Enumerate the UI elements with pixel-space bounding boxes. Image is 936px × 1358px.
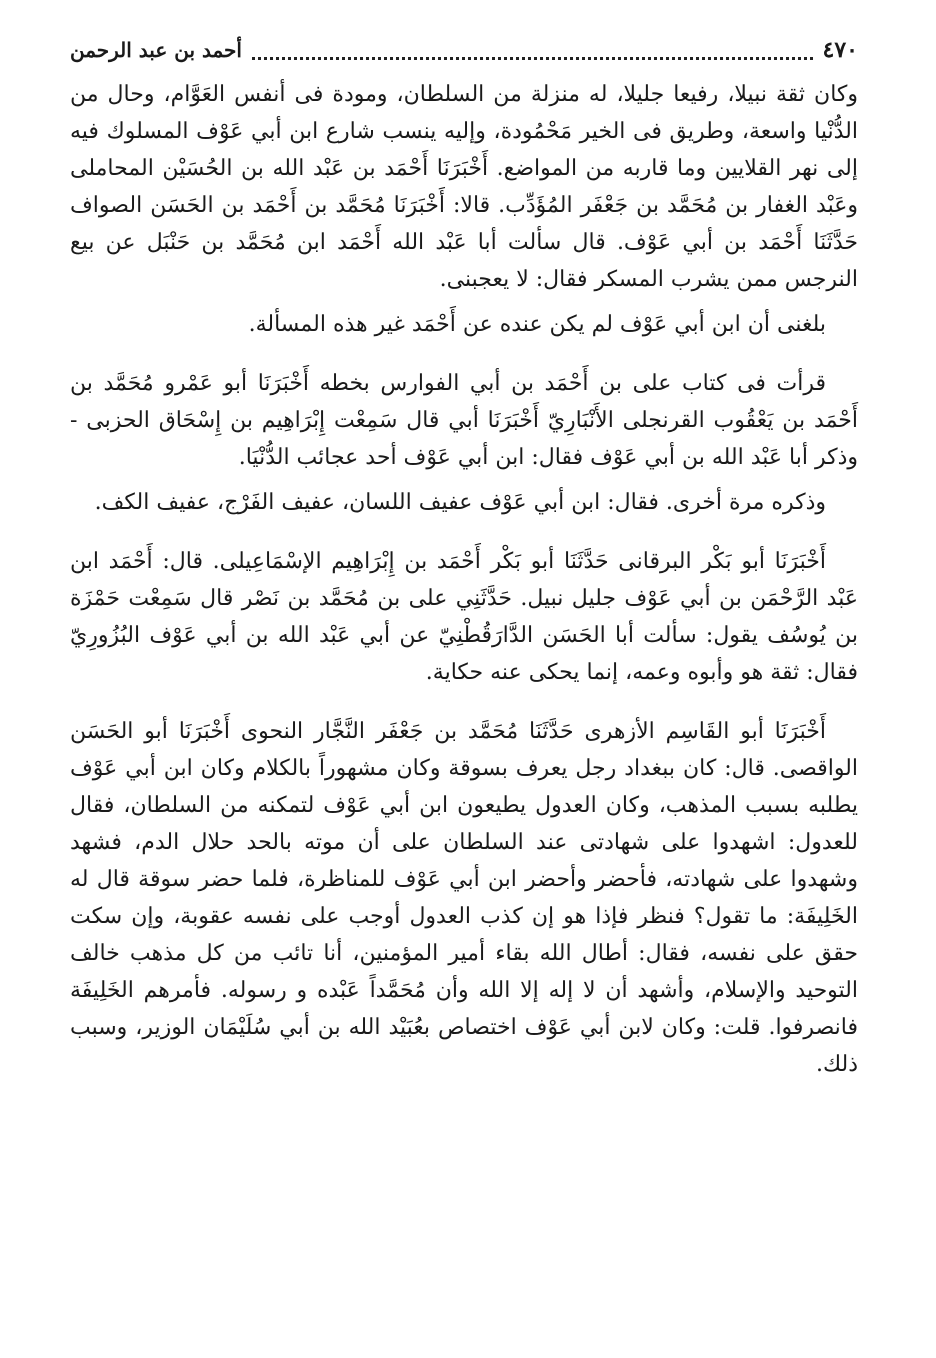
paragraph-6: أَخْبَرَنَا أبو القَاسِم الأزهرى حَدَّثَنَا مُحَمَّد بن جَعْفَر النَّجَّار النحوى أَخْبَرَنَا أبو الحَسَن الواقصى. قال: كان ببغداد رجل يعرف بسوقة وكان مشهوراً بالكلام وكان ابن أبي عَوْف يطلبه بسبب المذهب، وكان العدول يطيعون ابن أبي عَوْف لتمكنه من السلطان، فقال للعدول: اشهدوا على شهادتى عند السلطان على أن موته بالحد حلال الدم، فشهد وشهدوا على شهادته، فأحضر وأحضر ابن أبي عَوْف للمناظرة، فلما حضر سوقة قال له الخَلِيفَة: ما تقول؟ فنظر فإذا هو إن كذب العدول أوجب على نفسه عقوبة، وإن سكت حقق على نفسه، فقال: أطال الله بقاء أمير المؤمنين، أنا تائب من كل مذهب خالف التوحيد والإسلام، وأشهد أن لا إله إلا الله وأن مُحَمَّداً عَبْده و رسوله. فأمرهم الخَلِيفَة فانصرفوا. قلت: وكان لابن أبي عَوْف اختصاص بعُبَيْد الله بن أبي سُلَيْمَان الوزير، وسبب ذلك. (70, 719, 858, 1077)
paragraph-1: وكان ثقة نبيلا، رفيعا جليلا، له منزلة من السلطان، ومودة فى أنفس العَوَّام، وحال من الدُّنْيا واسعة، وطريق فى الخير مَحْمُودة، وإليه ينسب شارع ابن أبي عَوْف المسلوك فيه إلى نهر القلايين وما قاربه من المواضع. أَخْبَرَنَا أَحْمَد بن عَبْد الله بن الحُسَيْن المحاملى وعَبْد الغفار بن مُحَمَّد بن جَعْفَر المُؤَدِّب. قالا: أَخْبَرَنَا مُحَمَّد بن أَحْمَد بن الحَسَن الصواف حَدَّثَنَا أَحْمَد بن أبي عَوْف. قال سألت أبا عَبْد الله أَحْمَد ابن مُحَمَّد بن حَنْبَل عن بيع النرجس ممن يشرب المسكر فقال: لا يعجبنى. (70, 82, 858, 292)
paragraph-5: أَخْبَرَنَا أبو بَكْر البرقانى حَدَّثَنَا أبو بَكْر أَحْمَد بن إِبْرَاهِيم الإسْمَاعِيلى. قال: أَحْمَد ابن عَبْد الرَّحْمَن بن أبي عَوْف جليل نبيل. حَدَّثَنِي على بن مُحَمَّد بن نَصْر قال سَمِعْت حَمْزَة بن يُوسُف يقول: سألت أبا الحَسَن الدَّارَقُطْنِيّ عن أبي عَبْد الله بن أبي عَوْف البُزُورِيّ فقال: ثقة هو وأبوه وعمه، إنما يحكى عنه حكاية. (70, 549, 858, 685)
paragraph-4: وذكره مرة أخرى. فقال: ابن أبي عَوْف عفيف اللسان، عفيف الفَرْج، عفيف الكف. (94, 490, 826, 515)
body-text (70, 76, 858, 1083)
running-title: أحمد بن عبد الرحمن (70, 38, 242, 62)
running-head (70, 30, 858, 70)
paragraph-3: قرأت فى كتاب على بن أَحْمَد بن أبي الفوارس بخطه أَخْبَرَنَا أبو عَمْرو مُحَمَّد بن أَحْمَد بن يَعْقُوب القرنجلى الأَنْبَارِيّ أَخْبَرَنَا أبي قال سَمِعْت إِبْرَاهِيم بن إِسْحَاق الحزبى - وذكر أبا عَبْد الله بن أبي عَوْف فقال: ابن أبي عَوْف أحد عجائب الدُّنْيَا. (70, 371, 858, 470)
leader-dots (252, 57, 813, 60)
paragraph-2: بلغنى أن ابن أبي عَوْف لم يكن عنده عن أَحْمَد غير هذه المسألة. (248, 312, 826, 337)
page-number: ٤٧٠ (822, 37, 858, 63)
